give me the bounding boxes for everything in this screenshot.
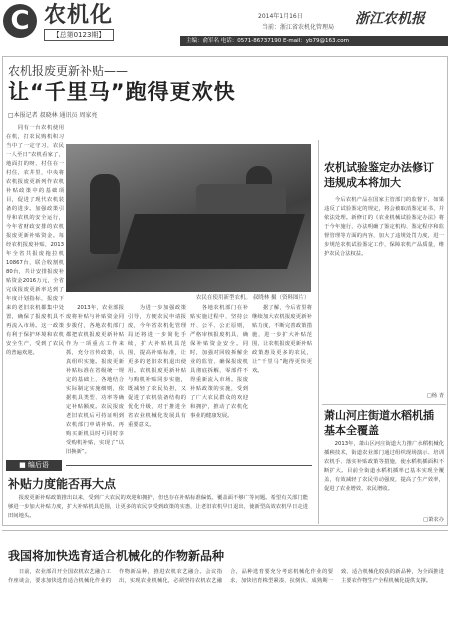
- lead-column-5: 据了解，今后省里将继续加大农机报废更新补贴力度，不断完善政策措施，进一步扩大补贴范围，让农机报废更新补贴政策惠及更多的农民，让“千里马”跑得更快更欢。: [252, 305, 312, 374]
- bottom-headline: 我国将加快选育适合机械化的作物新品种: [8, 549, 225, 563]
- lead-column-4: 各地农机部门在补贴实施过程中，坚持公开、公平、公正原则，严格审核报废机具，确保补贴资金安全。同时，加强对回收拆解企业的监管，确保报废机具彻底拆解，零部件不得重新流入市场。报废补贴政策的实施，受到了广大农民群众的欢迎和拥护，推动了农机化事业的健康发展。: [190, 305, 248, 419]
- editorial-rule: [66, 465, 312, 466]
- lead-column-1: 同有一台农机使用在机，打农民购机积习当中了一定守习，农民一人至日“农机看家了，地面打的呀，村住在一村住，农井里，中央将农机报废更新列作农机补贴政策中的基础项目，促进了现代农机装备的进步。加强政策引导和农机的安全运行，今年省财政安排的农机报废更新补贴资金。每经农机报废补贴，2013年全省共报废拖拉机10867台，联合收割机80台，共计安排报废补贴资金2016万元，全省完成报废更新率达到了年度计划指标，报废下来的老旧农机都集中处置，确保了报废机具不再流入市场。这一政策有利于保护环境和农机安全生产，受到了农民的普遍欢迎。: [6, 125, 64, 356]
- photo-caption: 农民在使用新型农机。 叔晓林 摄（资料图片）: [196, 295, 310, 301]
- issue-number: 【总第0123期】: [44, 29, 114, 41]
- contact-bar: 主编：俞军名 电话：0571-86737190 E-mail：yb79@163.com: [180, 36, 448, 46]
- editorial-headline: 补贴力度能否再大点: [8, 477, 117, 491]
- lead-kicker: 农机报废更新补贴——: [8, 64, 129, 78]
- lead-byline: □本报记者 叔晓林 通讯员 周家亮: [8, 112, 98, 119]
- section-logo: C: [3, 4, 37, 38]
- sidebar-story1-body: 今后农机产品在国家主管部门的监督下，如果违反了试验鉴定的规定，将会被取消鉴定证书，并依法处理。新修订的《农业机械试验鉴定办法》将于今年施行，办法明确了鉴定机构、鉴定程序和监督管理等方面的内容，加大了违规处罚力度，进一步规范农机试验鉴定工作，保障农机产品质量，维护农民合法权益。: [324, 197, 444, 257]
- lead-column-3: 为进一步加强政策引导，方便农民申请报废，今年省农机化管理局还将进一步简化手续，扩大补贴机具范围，提高补贴标准，让更多的老旧农机退出使用。农机报废更新补贴与购机补贴同步实施，既减轻了农民负担，又促进了农机装备结构的优化升级，对于推进全省农业机械化发展具有重要意义。: [128, 305, 186, 428]
- bottom-divider: [2, 530, 448, 531]
- section-title: 农机化: [44, 3, 114, 28]
- issue-date: 2014年1月16日: [258, 13, 303, 20]
- sidebar-story1-headline: 农机试验鉴定办法修订违规成本将加大: [324, 161, 434, 189]
- publisher-line: 当前：浙江省农机化管理局: [262, 24, 335, 31]
- sidebar-story1-author: □杨 青: [426, 393, 444, 399]
- sidebar-divider: [322, 404, 446, 405]
- masthead: [0, 0, 450, 48]
- photo-machine-body: [117, 214, 305, 269]
- lead-photo: [66, 144, 311, 292]
- editorial-tag: ■ 编后语: [6, 460, 62, 471]
- lead-headline: 让“千里马”跑得更欢快: [8, 80, 236, 104]
- sidebar-story2-headline: 萧山河庄街道水稻机插基本全覆盖: [324, 409, 434, 437]
- photo-person-left: [90, 174, 120, 254]
- editorial-body: 报废更新补贴政策推出以来，受到广大农民的欢迎和拥护，但也存在补贴标准偏低、覆盖面不够广等问题。希望有关部门能够进一步加大补贴力度，扩大补贴机具范围，让更多的农民享受到政策的实惠，让老旧农机早日退出，使新型高效农机早日走进田间地头。: [8, 495, 308, 519]
- newspaper-name: 浙江农机报: [355, 11, 425, 27]
- lead-column-2: 2013年，农业部报废将补贴与补贴资金同步拨付，各地农机部门都把农机报废更新补贴作为一项重点工作来抓，充分宣传政策，认真组织实施。报废更新补贴标准在省级统一规定的基础上，各地结合实际制定实施细则，依据机具类型、功率等确定补贴额度。农民报废老旧农机后可持证明到农机部门申请补贴，再购买新机具时可同时享受购机补贴，实现了“以旧换新”。: [66, 305, 124, 455]
- bottom-body: 日前，农业部召开全国农机农艺融合工作座谈会，要求加快选育适合机械化作业的作物新品种，推进农机农艺融合。会议指出，实现农业机械化，必须坚持农机农艺融合，品种选育要充分考虑机械化作业的要求，加快培育株型紧凑、抗倒伏、成熟期一致、适合机械化收获的新品种，为全面推进主要农作物生产全程机械化提供支撑。: [8, 569, 444, 584]
- sidebar-story2-author: □萧农办: [423, 517, 444, 523]
- sidebar-story2-body: 2013年，萧山区河庄街道大力推广水稻机械化插秧技术，街道农业部门通过组织现场演示、培训农机手、落实补贴政策等措施，使水稻机插面积不断扩大。目前全街道水稻机插率已基本实现全覆盖，有效减轻了农民劳动强度，提高了生产效率，促进了农业增效、农民增收。: [324, 441, 444, 492]
